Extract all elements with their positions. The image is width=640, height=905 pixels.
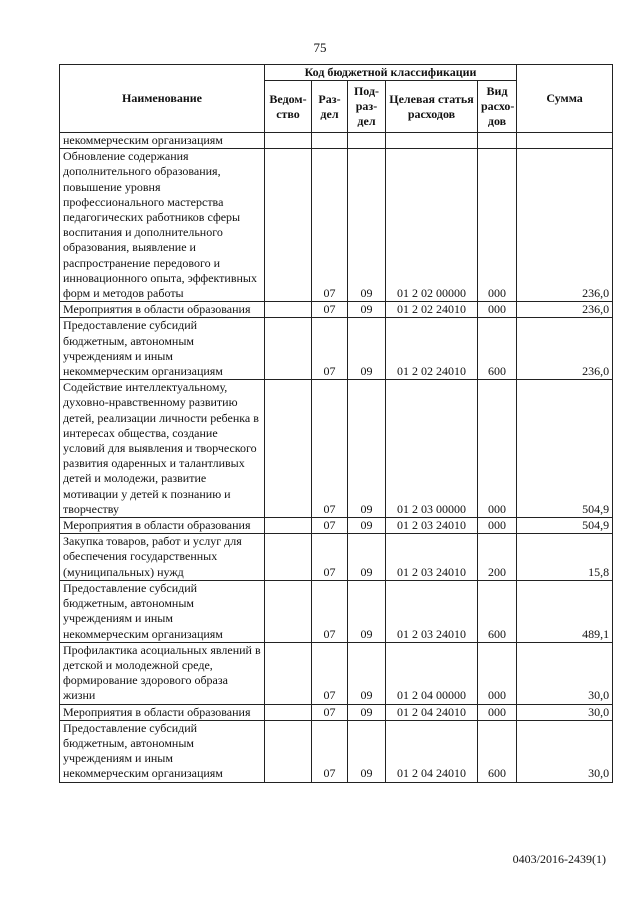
- row-name: Мероприятия в области образования: [60, 302, 265, 318]
- table-row: [60, 704, 613, 720]
- row-sum: 30,0: [517, 642, 613, 704]
- header-razdel: Раз-дел: [312, 81, 348, 133]
- row-vedomstvo: [265, 380, 312, 518]
- row-razdel: 07: [312, 580, 348, 642]
- row-vid: 600: [478, 580, 517, 642]
- row-razdel: 07: [312, 380, 348, 518]
- row-vid: 600: [478, 720, 517, 782]
- header-celevaya: Целевая статья расходов: [386, 81, 478, 133]
- row-name: Профилактика асоциальных явлений в детской и молодежной среде, формирование здорового образа жизни: [60, 642, 265, 704]
- row-vedomstvo: [265, 318, 312, 380]
- header-vedomstvo: Ведом-ство: [265, 81, 312, 133]
- row-sum: 489,1: [517, 580, 613, 642]
- table-body: [60, 133, 613, 783]
- row-podrazdel: 09: [348, 149, 386, 302]
- row-razdel: 07: [312, 518, 348, 534]
- row-name: Обновление содержания дополнительного образования, повышение уровня профессионального мастерства педагогических работников сферы воспитания и дополнительного образования, выявление и распространение передового и инновационного опыта, эффективных форм и методов работы: [60, 149, 265, 302]
- row-vedomstvo: [265, 133, 312, 149]
- table-row: [60, 642, 613, 704]
- row-celevaya: 01 2 04 24010: [386, 704, 478, 720]
- row-name: Закупка товаров, работ и услуг для обеспечения государственных (муниципальных) нужд: [60, 534, 265, 581]
- row-podrazdel: 09: [348, 720, 386, 782]
- row-podrazdel: 09: [348, 380, 386, 518]
- row-name: Содействие интеллектуальному, духовно-нравственному развитию детей, реализации личности ребенка в интересах общества, создание условий для выявления и творческого развития одаренных и талантливых детей и молодежи, развитие мотивации у детей к познанию и творчеству: [60, 380, 265, 518]
- row-podrazdel: 09: [348, 318, 386, 380]
- table-row: [60, 534, 613, 581]
- row-sum: 15,8: [517, 534, 613, 581]
- row-vedomstvo: [265, 534, 312, 581]
- row-vedomstvo: [265, 704, 312, 720]
- row-podrazdel: 09: [348, 704, 386, 720]
- row-razdel: 07: [312, 704, 348, 720]
- row-podrazdel: [348, 133, 386, 149]
- row-vedomstvo: [265, 149, 312, 302]
- row-celevaya: 01 2 03 00000: [386, 380, 478, 518]
- table-row: [60, 518, 613, 534]
- table-row: [60, 302, 613, 318]
- row-podrazdel: 09: [348, 302, 386, 318]
- row-vid: 000: [478, 380, 517, 518]
- header-sum: Сумма: [517, 65, 613, 133]
- row-podrazdel: 09: [348, 642, 386, 704]
- row-celevaya: 01 2 02 24010: [386, 318, 478, 380]
- header-vid: Вид расхо-дов: [478, 81, 517, 133]
- row-celevaya: 01 2 02 24010: [386, 302, 478, 318]
- page-number: 75: [313, 40, 327, 55]
- document-code: 0403/2016-2439(1): [512, 852, 606, 866]
- row-sum: [517, 133, 613, 149]
- row-sum: 504,9: [517, 518, 613, 534]
- row-vid: 000: [478, 149, 517, 302]
- row-celevaya: [386, 133, 478, 149]
- row-vid: 000: [478, 704, 517, 720]
- row-podrazdel: 09: [348, 518, 386, 534]
- table-row: [60, 380, 613, 518]
- row-name: Мероприятия в области образования: [60, 704, 265, 720]
- row-vid: 000: [478, 302, 517, 318]
- row-sum: 30,0: [517, 704, 613, 720]
- row-vedomstvo: [265, 642, 312, 704]
- row-vid: 200: [478, 534, 517, 581]
- budget-table: [59, 64, 613, 783]
- row-vid: [478, 133, 517, 149]
- row-razdel: 07: [312, 149, 348, 302]
- row-razdel: [312, 133, 348, 149]
- table-row: [60, 149, 613, 302]
- table-row: [60, 720, 613, 782]
- row-celevaya: 01 2 03 24010: [386, 534, 478, 581]
- row-sum: 236,0: [517, 318, 613, 380]
- row-name: Предоставление субсидий бюджетным, автономным учреждениям и иным некоммерческим организациям: [60, 318, 265, 380]
- row-name: Мероприятия в области образования: [60, 518, 265, 534]
- row-celevaya: 01 2 03 24010: [386, 518, 478, 534]
- row-razdel: 07: [312, 642, 348, 704]
- row-vedomstvo: [265, 302, 312, 318]
- row-razdel: 07: [312, 534, 348, 581]
- row-sum: 236,0: [517, 302, 613, 318]
- row-vid: 600: [478, 318, 517, 380]
- row-vedomstvo: [265, 518, 312, 534]
- table-row: [60, 580, 613, 642]
- row-vid: 000: [478, 518, 517, 534]
- row-celevaya: 01 2 03 24010: [386, 580, 478, 642]
- row-razdel: 07: [312, 318, 348, 380]
- row-podrazdel: 09: [348, 534, 386, 581]
- table-row: [60, 318, 613, 380]
- row-podrazdel: 09: [348, 580, 386, 642]
- row-name: некоммерческим организациям: [60, 133, 265, 149]
- row-vedomstvo: [265, 580, 312, 642]
- row-sum: 30,0: [517, 720, 613, 782]
- header-name: Наименование: [60, 65, 265, 133]
- header-kbk: Код бюджетной классификации: [265, 65, 517, 81]
- row-razdel: 07: [312, 302, 348, 318]
- row-vedomstvo: [265, 720, 312, 782]
- row-celevaya: 01 2 04 24010: [386, 720, 478, 782]
- row-name: Предоставление субсидий бюджетным, автономным учреждениям и иным некоммерческим организациям: [60, 720, 265, 782]
- table-row: [60, 133, 613, 149]
- row-sum: 504,9: [517, 380, 613, 518]
- row-razdel: 07: [312, 720, 348, 782]
- row-celevaya: 01 2 04 00000: [386, 642, 478, 704]
- row-sum: 236,0: [517, 149, 613, 302]
- row-vid: 000: [478, 642, 517, 704]
- row-celevaya: 01 2 02 00000: [386, 149, 478, 302]
- row-name: Предоставление субсидий бюджетным, автономным учреждениям и иным некоммерческим организациям: [60, 580, 265, 642]
- header-podrazdel: Под-раз-дел: [348, 81, 386, 133]
